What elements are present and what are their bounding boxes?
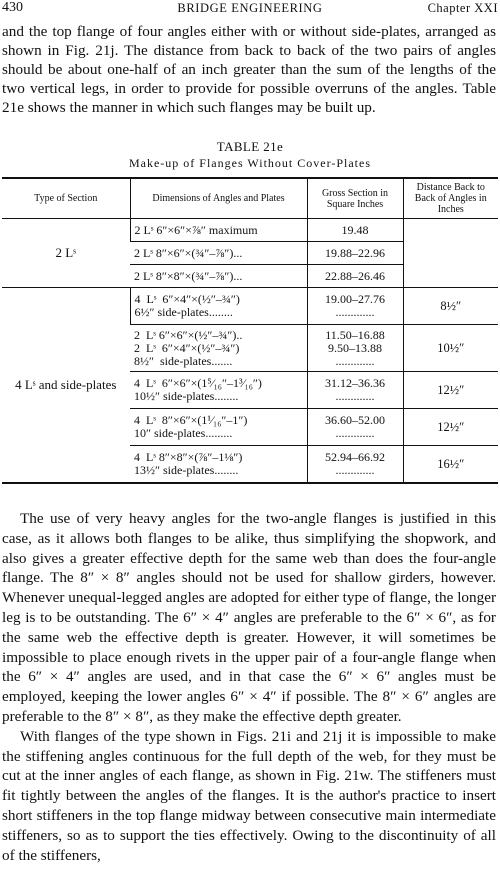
area-cell: 19.00–27.76 ............. [307,288,403,325]
dimensions-cell: 2 Lˢ 8″×8″×(¾″–⅞″)... [130,265,307,288]
body-text [2,509,496,865]
table-row [2,288,498,325]
column-header: Distance Back to Back of Angles in Inches [403,178,498,219]
distance-cell: 10½″ [403,325,498,372]
distance-cell: 12½″ [403,372,498,409]
column-header: Type of Section [2,178,130,219]
column-header: Dimensions of Angles and Plates [130,178,307,219]
section-type-cell: 2 Lˢ [2,219,130,288]
dimensions-cell: 2 Lˢ 6″×6″×⅞″ maximum [130,219,307,242]
dimensions-cell: 4 Lˢ 6″×6″×(1⁵⁄₁₆″–1³⁄₁₆″) 10½″ side-plates........ [130,372,307,409]
area-cell: 52.94–66.92 ............. [307,446,403,484]
chapter-label: Chapter XXI [427,1,498,15]
distance-cell [403,219,498,288]
section-type-cell: 4 Lˢ and side-plates [2,288,130,484]
flange-table [2,177,498,484]
area-cell: 19.48 [307,219,403,242]
distance-cell: 16½″ [403,446,498,484]
table-row [2,219,498,242]
dimensions-cell: 2 Lˢ 6″×6″×(½″–¾″).. 2 Lˢ 6″×4″×(½″–¾″) 8½″ side-plates....... [130,325,307,372]
area-cell: 36.60–52.00 ............. [307,409,403,446]
paragraph: With flanges of the type shown in Figs. 21i and 21j it is impossible to make the stiffening angles continuous for the full depth of the web, for they must be cut at the inner angles of each flange, as shown in Fig. 21w. The stiffeners must fit tightly between the angles of the flanges. It is the author's practice to insert short stiffeners in the top flange midway between consecutive main intermediate stiffeners, so as to support the ties effectively. Owing to the discontinuity of all of the stiffeners, [2,727,496,864]
area-cell: 11.50–16.88 9.50–13.88 ............. [307,325,403,372]
book-title: BRIDGE ENGINEERING [177,1,323,15]
running-header [2,0,498,18]
paragraph: The use of very heavy angles for the two-angle flanges is justified in this case, as it allows both flanges to be alike, thus simplifying the shopwork, and also gives a greater effective depth for the same web than does the four-angle flange. The 8″ × 8″ angles should not be used for shallow girders, however. Whenever unequal-legged angles are adopted for either type of flange, the longer leg is to be outstanding. The 6″ × 4″ angles are preferable to the 6″ × 6″, as for the same web the effective depth is greater. However, it will sometimes be impossible to place enough rivets in the upper pair of a four-angle flange when the 6″ × 4″ angles are used, and in that case the 6″ × 6″ angles must be employed, keeping the lower angles 6″ × 4″ if possible. The 8″ × 6″ angles are preferable to the 8″ × 8″, as they make the effective depth greater. [2,510,496,725]
area-cell: 31.12–36.36 ............. [307,372,403,409]
column-header: Gross Section in Square Inches [307,178,403,219]
distance-cell: 8½″ [403,288,498,325]
dimensions-cell: 4 Lˢ 8″×8″×(⅞″–1⅛″) 13½″ side-plates........ [130,446,307,484]
distance-cell: 12½″ [403,409,498,446]
table-title: Make-up of Flanges Without Cover-Plates [128,156,372,170]
intro-paragraph: and the top flange of four angles either with or without side-plates, arranged as shown in Fig. 21j. The distance from back to back of the two pairs of angles should be about one-half of an inch greater than the sum of the lengths of the two vertical legs, in order to provide for possible overruns of the angles. Table 21e shows the manner in which such flanges may be built up. [2,23,496,116]
table-header-row [2,178,498,219]
page-number: 430 [2,0,23,15]
dimensions-cell: 4 Lˢ 8″×6″×(1¹⁄₁₆″–1″) 10″ side-plates......... [130,409,307,446]
table-number: TABLE 21e [216,139,284,154]
area-cell: 22.88–26.46 [307,265,403,288]
area-cell: 19.88–22.96 [307,242,403,265]
dimensions-cell: 4 Lˢ 6″×4″×(½″–¾″) 6½″ side-plates........ [130,288,307,325]
dimensions-cell: 2 Lˢ 8″×6″×(¾″–⅞″)... [130,242,307,265]
